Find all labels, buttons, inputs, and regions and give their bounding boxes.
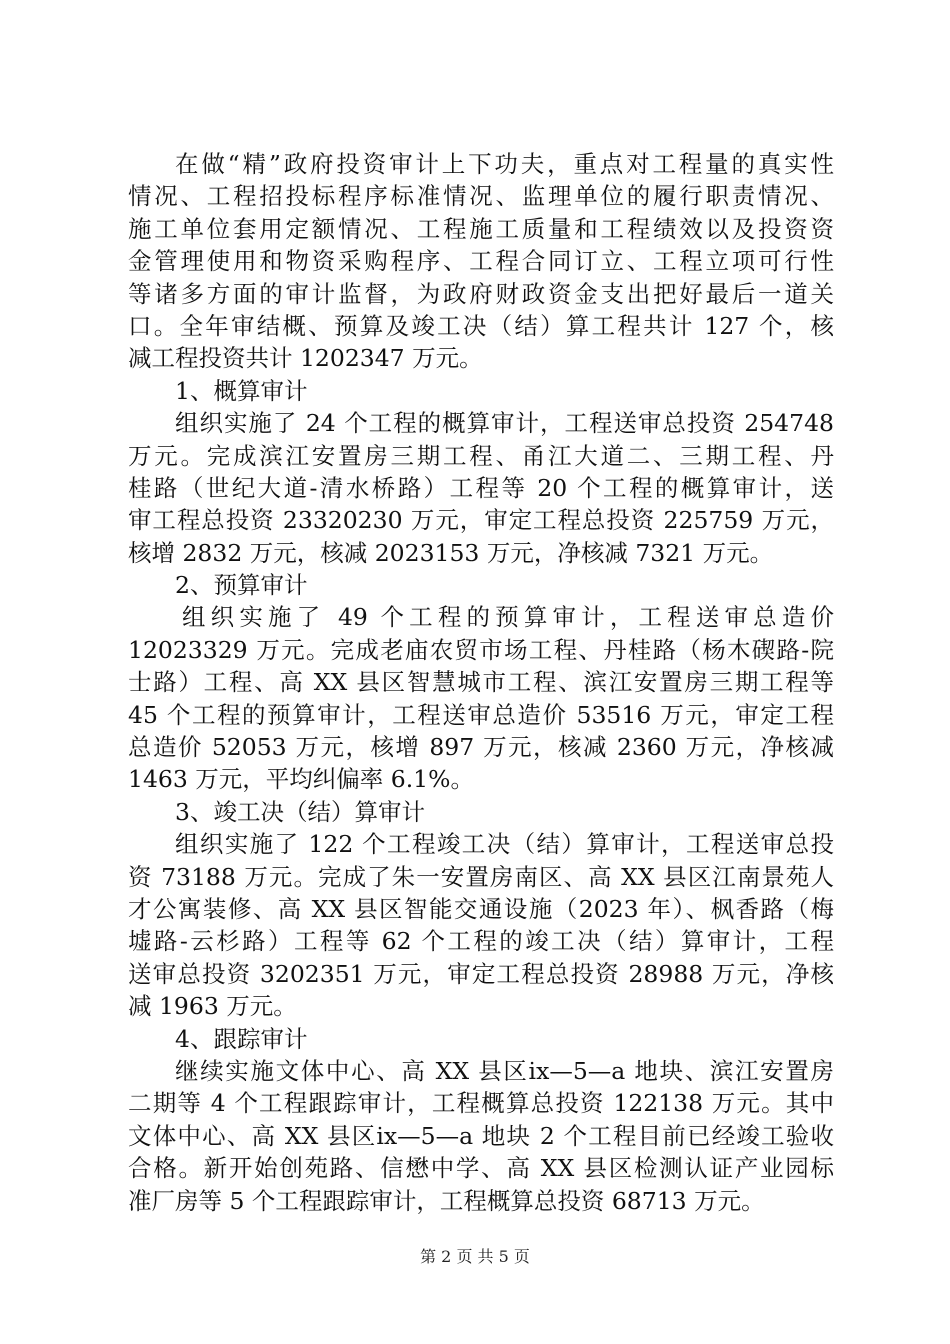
paragraph-line: 组织实施了 49 个工程的预算审计，工程送审总造价	[182, 603, 834, 632]
paragraph-line: 组织实施了 24 个工程的概算审计，工程送审总投资 254748	[175, 409, 834, 438]
paragraph-line: 施工单位套用定额情况、工程施工质量和工程绩效以及投资资	[128, 214, 834, 243]
paragraph-line: 审工程总投资 23320230 万元，审定工程总投资 225759 万元，	[128, 506, 834, 535]
document-body	[128, 148, 834, 1217]
paragraph-line: 才公寓装修、高 XX 县区智能交通设施（2023 年）、枫香路（梅	[128, 894, 834, 923]
section-heading-tracking-audit: 4、跟踪审计	[175, 1024, 308, 1053]
paragraph-line: 桂路（世纪大道-清水桥路）工程等 20 个工程的概算审计，送	[128, 473, 834, 502]
paragraph-line: 二期等 4 个工程跟踪审计，工程概算总投资 122138 万元。其中	[128, 1089, 834, 1118]
paragraph-line: 情况、工程招投标程序标准情况、监理单位的履行职责情况、	[128, 182, 834, 211]
page-footer	[0, 1244, 950, 1267]
paragraph-line: 在做“精”政府投资审计上下功夫，重点对工程量的真实性	[175, 150, 834, 178]
paragraph-line: 等诸多方面的审计监督，为政府财政资金支出把好最后一道关	[128, 279, 834, 308]
section-heading-final-accounts: 3、竣工决（结）算审计	[175, 797, 425, 826]
paragraph-line: 万元。完成滨江安置房三期工程、甬江大道二、三期工程、丹	[128, 441, 834, 470]
section-heading-budget-estimate: 1、概算审计	[175, 376, 308, 405]
paragraph-line: 减工程投资共计 1202347 万元。	[128, 344, 483, 373]
paragraph-line: 资 73188 万元。完成了朱一安置房南区、高 XX 县区江南景苑人	[128, 862, 834, 891]
paragraph-line: 士路）工程、高 XX 县区智慧城市工程、滨江安置房三期工程等	[128, 668, 834, 697]
paragraph-line: 组织实施了 122 个工程竣工决（结）算审计，工程送审总投	[175, 830, 834, 859]
paragraph-line: 合格。新开始创苑路、信懋中学、高 XX 县区检测认证产业园标	[128, 1154, 834, 1183]
paragraph-line: 送审总投资 3202351 万元，审定工程总投资 28988 万元，净核	[128, 959, 834, 988]
paragraph-line: 准厂房等 5 个工程跟踪审计，工程概算总投资 68713 万元。	[128, 1186, 765, 1215]
paragraph-line: 金管理使用和物资采购程序、工程合同订立、工程立项可行性	[128, 247, 834, 276]
paragraph-line: 墟路-云杉路）工程等 62 个工程的竣工决（结）算审计，工程	[128, 927, 834, 956]
paragraph-line: 45 个工程的预算审计，工程送审总造价 53516 万元，审定工程	[128, 700, 834, 729]
paragraph-line: 口。全年审结概、预算及竣工决（结）算工程共计 127 个，核	[128, 311, 834, 340]
paragraph-line: 总造价 52053 万元，核增 897 万元，核减 2360 万元，净核减	[128, 733, 834, 762]
paragraph-line: 减 1963 万元。	[128, 992, 297, 1021]
paragraph-line: 12023329 万元。完成老庙农贸市场工程、丹桂路（杨木碶路-院	[128, 635, 834, 664]
paragraph-line: 文体中心、高 XX 县区ix—5—a 地块 2 个工程目前已经竣工验收	[128, 1121, 834, 1150]
section-heading-budget-audit: 2、预算审计	[175, 571, 308, 600]
page-number: 第 2 页 共 5 页	[420, 1247, 530, 1266]
paragraph-line: 1463 万元，平均纠偏率 6.1%。	[128, 765, 474, 794]
paragraph-line: 继续实施文体中心、高 XX 县区ix—5—a 地块、滨江安置房	[175, 1056, 834, 1085]
paragraph-line: 核增 2832 万元，核减 2023153 万元，净核减 7321 万元。	[128, 538, 774, 567]
